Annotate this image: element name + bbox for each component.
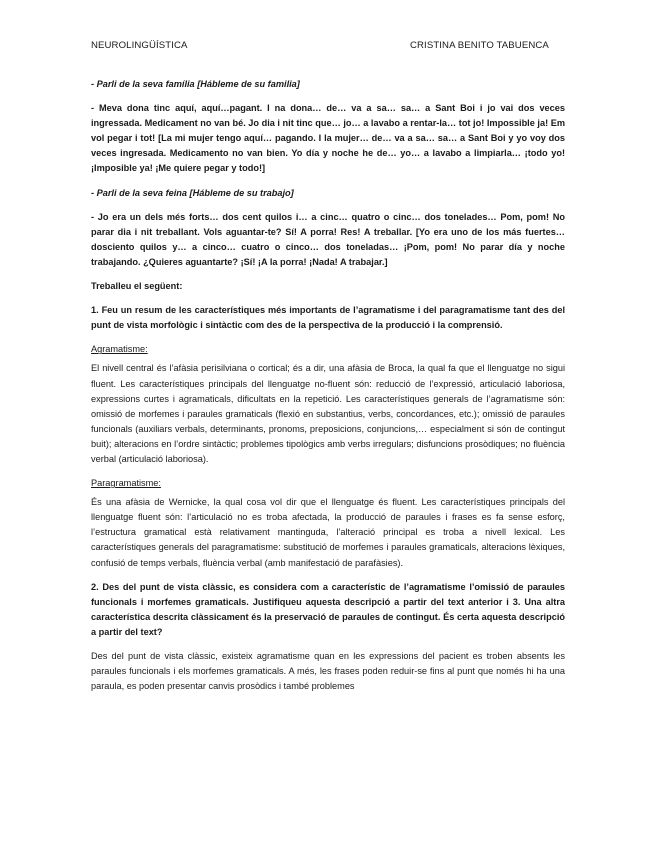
question-1-text: Feu un resum de les característiques més importants de l’agramatisme i del paragramatisme tant des del punt de vista morfològic i sintàctic com des de la perspectiva de la producció i la comprensió. <box>91 305 565 331</box>
answer-work: - Jo era un dels més forts… dos cent quilos i… a cinc… quatro o cinc… dos tonelades… Pom, pom! No parar dia i nit treballant. Vols aguantar-te? Sí! A porra! Res! A treballar. [Yo era uno de los más fuertes… dosciento quilos y… a cinco… cuatro o cinco… dos toneladas… ¡Pom, pom! No parar día y noche trabajando. ¿Quieres aguantarte? ¡Sí! ¡A la porra! ¡Nada! A trabajar.] <box>91 211 565 267</box>
document-body <box>91 77 565 703</box>
question-3-text: Una altra característica descrita clàssicament és la preservació de paraules de contingut. És certa aquesta descripció a partir del text? <box>91 596 565 637</box>
agramatisme-text: El nivell central és l’afàsia perisilviana o cortical; és a dir, una afàsia de Broca, la qual fa que el llenguatge no sigui fluent. Les característiques principals del llenguatge no-fluent són: reducció de l’expressió, articulació laboriosa, expressions curtes i agramaticals, dificultats en la repetició. Les característiques generals de l’agramatisme són: omissió de morfemes i paraules gramaticals (flexió en substantius, verbs, concordances, etc.); omissió de paraules funcionals (auxiliars verbals, determinants, pronoms, preposicions, conjuncions,… especialment si són de contingut buit); alteracions en l’ordre sintàctic; problemes tipològics amb verbs irregulars; disfuncions prosòdiques; no fluència verbal (articulació laboriosa). <box>91 363 565 464</box>
question-2-3 <box>91 580 565 640</box>
prompt-work: - Parli de la seva feina [Hábleme de su trabajo] <box>91 187 294 198</box>
paragramatisme-text: És una afàsia de Wernicke, la qual cosa vol dir que el llenguatge és fluent. Les característiques principals del llenguatge fluent són: l’articulació no es troba afectada, la producció de paraules i frases es fa sense esforç, l’estructura gramatical està relativament mantinguda, l’alteració principal es troba a nivell lexical. Les característiques generals del paragramatisme: substitució de morfemes i paraules gramaticals, alteracions lèxiques, confusió de temps verbals, fluència verbal (amb manifestació de parafàsies). <box>91 497 565 568</box>
question-1-number: 1. <box>91 305 99 316</box>
agramatisme-heading-row <box>91 342 565 357</box>
header-course: NEUROLINGÜÍSTICA <box>91 40 188 51</box>
header-author: CRISTINA BENITO TABUENCA <box>410 40 549 51</box>
answer-2: Des del punt de vista clàssic, existeix agramatisme quan en les expressions del pacient es troben absents les paraules funcionals i els morfemes gramaticals. A més, les frases poden reduir-se fins al punt que només hi ha una paraula, es poden presentar canvis prosòdics i també problemes <box>91 651 565 692</box>
question-1 <box>91 303 565 333</box>
agramatisme-heading: Agramatisme: <box>91 344 148 355</box>
answer-family: - Meva dona tinc aquí, aquí…pagant. I na dona… de… va a sa… sa… a Sant Boi i jo vai dos veces ingressada. Medicament no van bé. Jo dia i nit tinc que… jo… a lavabo a rentar-la… tot jo! Impossible ja! Em vol pegar i tot! [La mi mujer tengo aquí… pagando. I la mujer… de… va a sa… sa… a Sant Boi y yo voy dos veces ingresada. Medicamento no van bien. Yo día y noche he de… yo… a lavabo a limpiarla… ¡todo yo! ¡Imposible ya! ¡Me quiere pegar y todo!] <box>91 103 565 174</box>
question-2-text: Des del punt de vista clàssic, es considera com a característic de l’agramatisme l’omissió de paraules funcionals i morfemes gramaticals. Justifiqueu aquesta descripció a partir del text anterior i <box>91 581 566 607</box>
task-intro: Treballeu el següent: <box>91 281 183 292</box>
prompt-family: - Parli de la seva família [Hábleme de su familia] <box>91 79 300 89</box>
paragramatisme-heading: Paragramatisme: <box>91 478 161 489</box>
question-2-number: 2. <box>91 581 99 592</box>
paragramatisme-heading-row <box>91 476 565 491</box>
question-3-number: 3. <box>512 596 521 607</box>
